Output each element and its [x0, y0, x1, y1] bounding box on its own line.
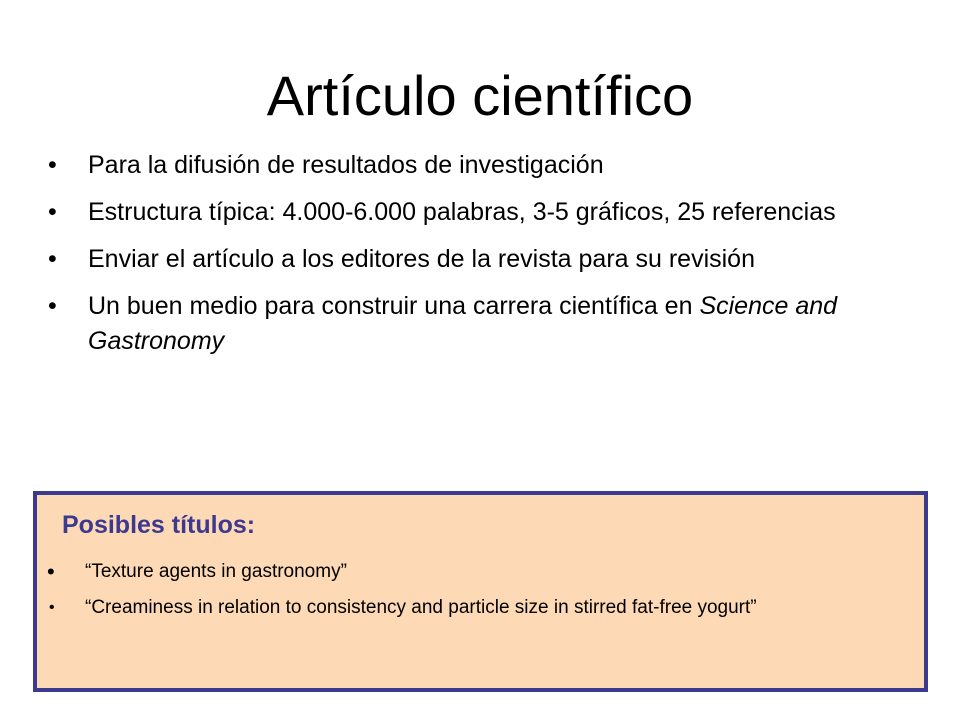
- bullet-dot-icon: •: [48, 245, 57, 273]
- bullet-item: [46, 148, 906, 183]
- list-item: [47, 559, 907, 585]
- box-title: Posibles títulos:: [62, 511, 256, 539]
- list-item-text: “Texture agents in gastronomy”: [85, 561, 347, 582]
- bullet-item: [46, 289, 906, 359]
- bullet-emphasis: Science and Gastronomy: [88, 292, 838, 355]
- possible-titles-list: [47, 559, 907, 631]
- bullet-text: Un buen medio para construir una carrera científica en: [88, 292, 700, 320]
- bullet-dot-icon: •: [48, 198, 57, 226]
- possible-titles-box: [33, 491, 928, 692]
- bullet-text: Enviar el artículo a los editores de la revista para su revisión: [88, 245, 755, 273]
- slide-title: Artículo científico: [266, 64, 694, 127]
- bullet-text: Estructura típica: 4.000-6.000 palabras, 3-5 gráficos, 25 referencias: [88, 198, 836, 226]
- list-item-text: “Creaminess in relation to consistency and particle size in stirred fat-free yogurt”: [85, 597, 757, 618]
- bullet-list: [46, 148, 906, 371]
- bullet-dot-icon: •: [49, 599, 55, 616]
- bullet-dot-icon: •: [48, 151, 57, 179]
- bullet-item: [46, 242, 906, 277]
- list-item: [47, 595, 907, 621]
- bullet-dot-icon: •: [47, 559, 55, 584]
- bullet-item: [46, 195, 906, 230]
- bullet-text: Para la difusión de resultados de investigación: [88, 151, 604, 179]
- bullet-dot-icon: •: [48, 292, 57, 320]
